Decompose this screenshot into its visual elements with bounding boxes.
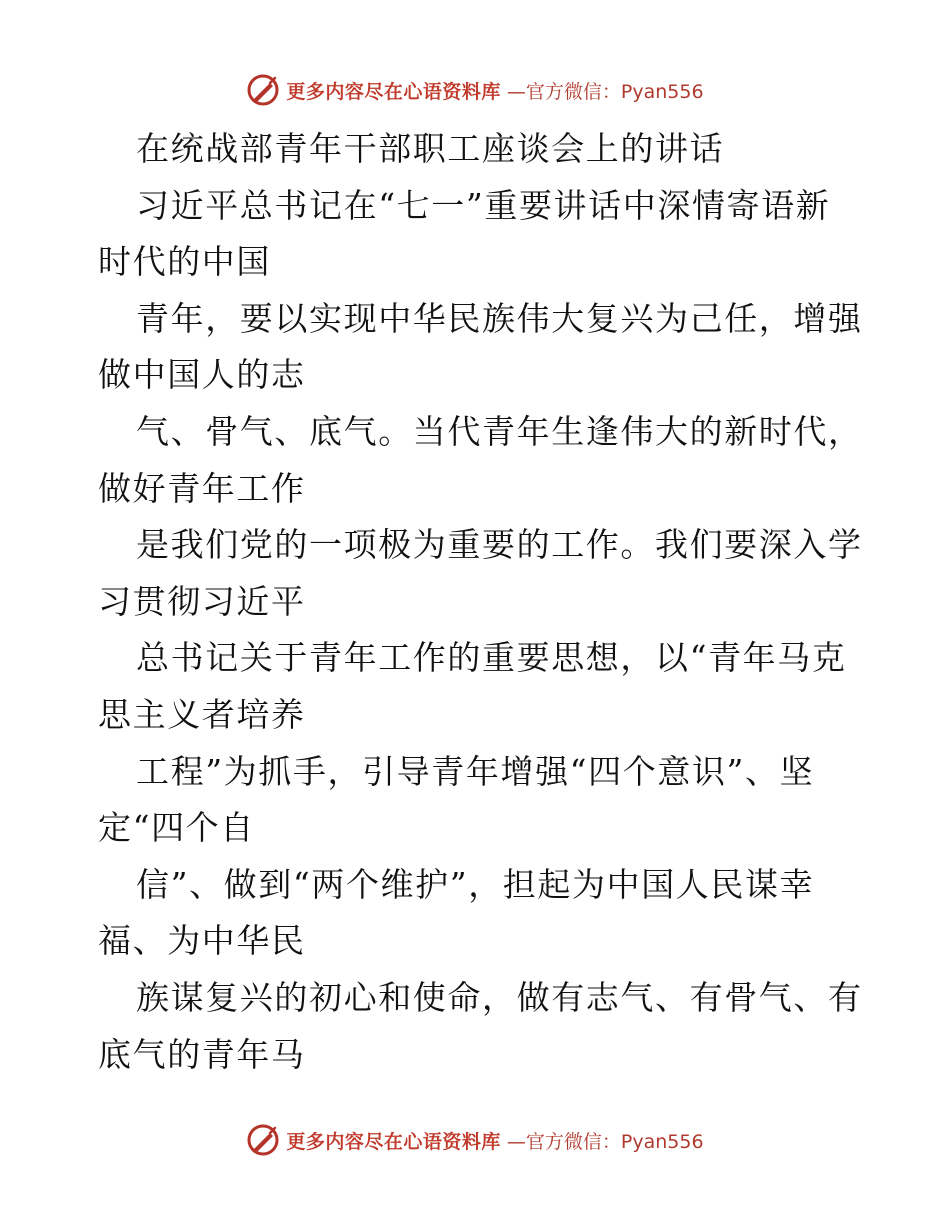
paragraph-line: 青年，要以实现中华民族伟大复兴为己任，增强 <box>136 298 863 338</box>
paragraph-line: 思主义者培养 <box>98 694 306 734</box>
paragraph-line: 时代的中国 <box>98 242 271 282</box>
paragraph-line: 总书记关于青年工作的重要思想，以“青年马克 <box>136 638 847 678</box>
header-banner-wechat: —官方微信：Pyan556 <box>506 80 704 103</box>
header-banner <box>0 70 950 110</box>
paragraph-line: 习贯彻习近平 <box>98 581 306 621</box>
paragraph-line: 族谋复兴的初心和使命，做有志气、有骨气、有 <box>136 977 863 1017</box>
pen-logo-icon <box>246 1123 280 1157</box>
paragraph-line: 福、为中华民 <box>98 921 306 961</box>
paragraph-line: 做中国人的志 <box>98 355 306 395</box>
footer-banner-wechat: —官方微信：Pyan556 <box>506 1130 704 1153</box>
paragraph-line: 工程”为抓手，引导青年增强“四个意识”、坚 <box>136 751 815 791</box>
footer-banner-text: 更多内容尽在心语资料库 <box>286 1130 501 1153</box>
document-title: 在统战部青年干部职工座谈会上的讲话 <box>136 129 725 168</box>
paragraph-line: 气、骨气、底气。当代青年生逢伟大的新时代， <box>136 411 863 451</box>
paragraph-line: 定“四个自 <box>98 808 255 848</box>
paragraph-line: 做好青年工作 <box>98 468 306 508</box>
pen-logo-icon <box>246 73 280 107</box>
header-banner-text: 更多内容尽在心语资料库 <box>286 80 501 103</box>
paragraph-line: 信”、做到“两个维护”，担起为中国人民谋幸 <box>136 864 815 904</box>
paragraph-line: 习近平总书记在“七一”重要讲话中深情寄语新 <box>136 185 831 225</box>
paragraph-line: 是我们党的一项极为重要的工作。我们要深入学 <box>136 525 863 565</box>
document-body <box>98 121 863 1083</box>
footer-banner <box>0 1120 950 1160</box>
paragraph-line: 底气的青年马 <box>98 1034 306 1074</box>
